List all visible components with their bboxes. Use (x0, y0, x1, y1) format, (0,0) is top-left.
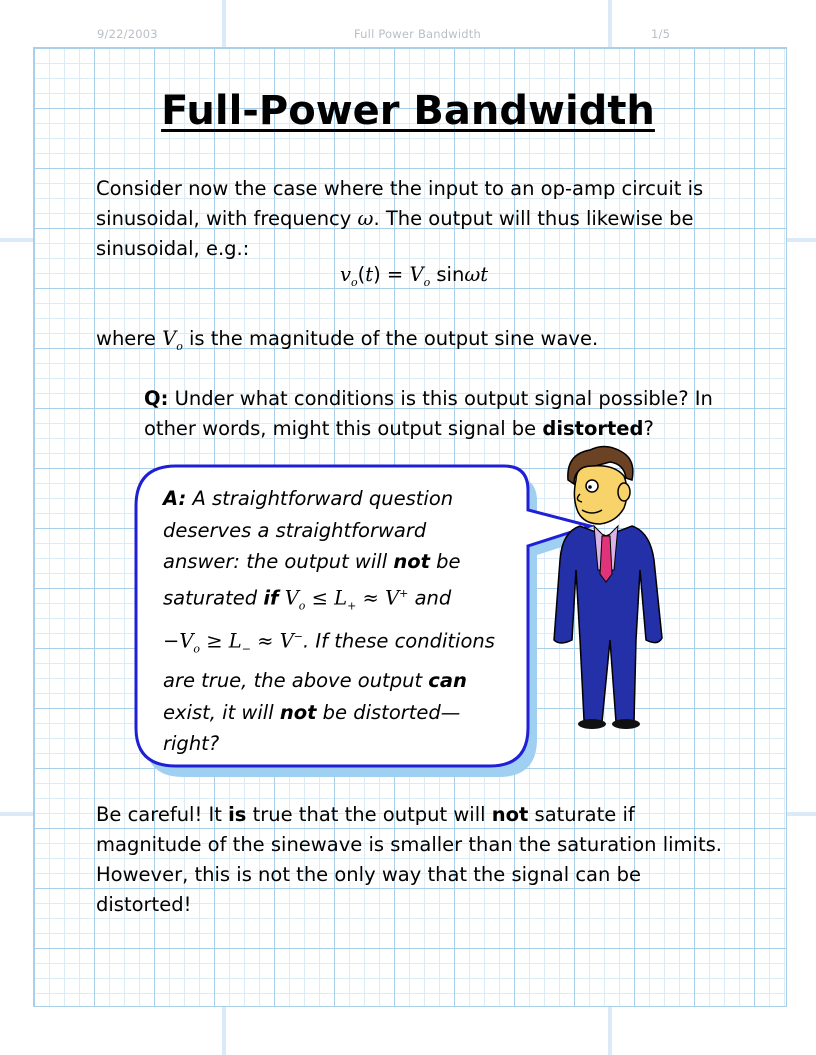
answer-text-span: and (414, 586, 452, 609)
answer-text-span: A straightforward question (192, 487, 454, 510)
answer-text-span: are true, the above output (163, 669, 423, 693)
closing-text: saturate if (534, 803, 635, 826)
can-emphasis: can (428, 669, 467, 693)
question-text: other words, might this output signal be (144, 417, 537, 440)
where-text: is the magnitude of the output sine wave. (189, 327, 599, 350)
math-V: V (284, 586, 299, 609)
question-label: Q: (144, 387, 169, 410)
closing-line: However, this is not the only way that the signal can be (96, 863, 641, 886)
eq-sin: sin (436, 263, 465, 286)
omega-symbol: ω (357, 207, 374, 230)
answer-text-span: . If these conditions (303, 629, 495, 653)
math-sub: o (193, 642, 201, 656)
closing-line (96, 800, 722, 830)
answer-line (163, 578, 495, 622)
header-date: 9/22/2003 (97, 27, 158, 41)
answer-line (163, 483, 495, 515)
answer-line (163, 697, 495, 729)
intro-text: sinusoidal, with frequency (96, 207, 352, 230)
math-sup: + (399, 586, 409, 600)
math-V: −V (163, 629, 194, 653)
closing-line: magnitude of the sinewave is smaller than the saturation limits. (96, 833, 722, 856)
math-sub: − (241, 642, 251, 656)
math-sup: − (293, 630, 304, 644)
eq-t: t (365, 263, 374, 286)
eq-omega-t: ωt (464, 263, 489, 286)
math-approx: ≈ V (362, 586, 400, 609)
answer-label: A: (163, 487, 187, 510)
header-page-number: 1/5 (651, 27, 671, 41)
intro-line: Consider now the case where the input to an op-amp circuit is (96, 177, 704, 200)
answer-line: right? (163, 732, 220, 756)
closing-line: distorted! (96, 893, 192, 916)
answer-text-span: exist, it will (163, 700, 274, 724)
closing-paragraph (96, 800, 722, 920)
is-emphasis: is (228, 803, 247, 826)
answer-line (163, 546, 495, 578)
output-equation: $v_o(t) = V_o$ sinωt (340, 263, 489, 289)
eq-V: V (409, 263, 424, 286)
where-text: where (96, 327, 156, 350)
math-approx: ≈ V (257, 629, 294, 653)
answer-text-span: saturated (163, 586, 258, 609)
not-emphasis: not (279, 700, 317, 724)
answer-line (163, 665, 495, 697)
closing-text: true that the output will (252, 803, 486, 826)
eq-v: v (340, 263, 352, 286)
closing-text: Be careful! It (96, 803, 222, 826)
header-title: Full Power Bandwidth (354, 27, 481, 41)
answer-text-span: be distorted— (322, 700, 461, 724)
math-sub: o (298, 598, 306, 612)
intro-text: . The output will thus likewise be (373, 207, 694, 230)
not-emphasis: not (491, 803, 529, 826)
magnitude-sub: o (176, 339, 183, 353)
answer-text-span: answer: the output will (163, 550, 388, 573)
eq-sub: o (351, 275, 358, 289)
cartoon-character-illustration (540, 440, 690, 740)
if-emphasis: if (263, 586, 279, 609)
answer-text (163, 483, 495, 760)
question-text: ? (643, 417, 654, 440)
question-text: Under what conditions is this output signal possible? In (174, 387, 713, 410)
answer-line: deserves a straightforward (163, 518, 427, 542)
page-title: Full-Power Bandwidth (161, 88, 655, 134)
not-emphasis: not (393, 550, 430, 573)
answer-line (163, 621, 495, 665)
distorted-word: distorted (542, 417, 644, 440)
eq-sub: o (423, 275, 431, 289)
magnitude-symbol: V (162, 327, 177, 350)
math-sub: + (347, 598, 357, 612)
eq-equals: = (386, 263, 404, 286)
math-relation: ≥ L (206, 629, 242, 653)
math-relation: ≤ L (311, 586, 348, 609)
intro-line: sinusoidal, e.g.: (96, 237, 250, 260)
answer-text-span: be (436, 550, 461, 573)
